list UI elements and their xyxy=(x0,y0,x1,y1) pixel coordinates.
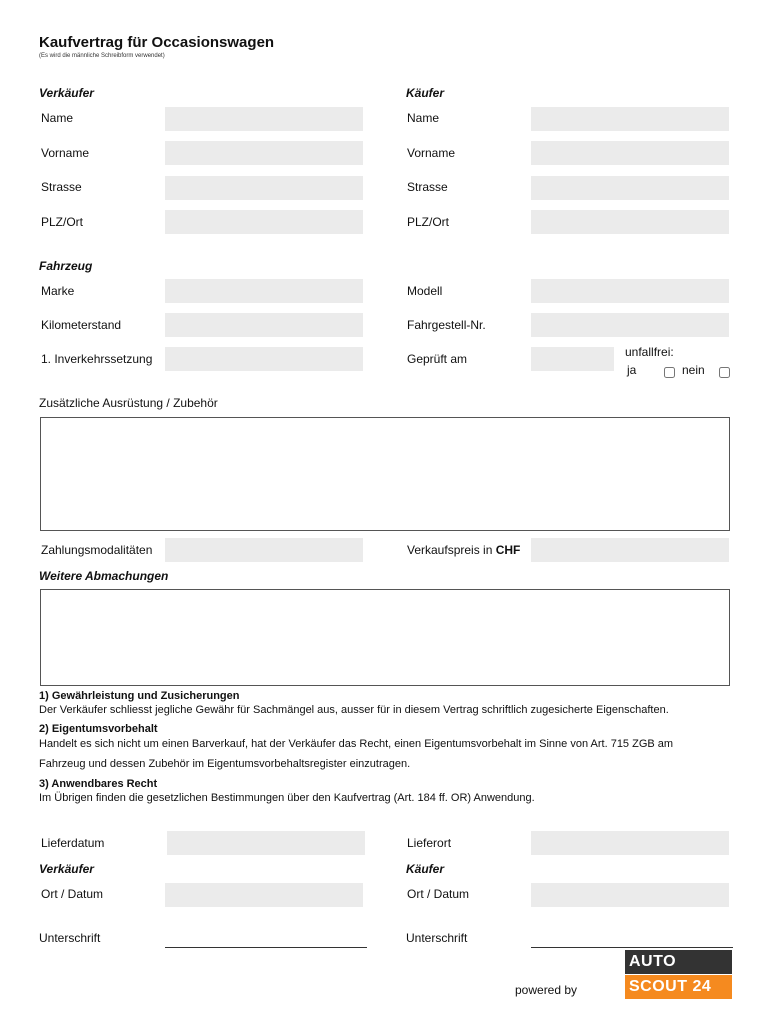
buyer-plz-label: PLZ/Ort xyxy=(407,215,450,229)
buyer-ortdatum-field[interactable] xyxy=(531,883,729,907)
term3-title: 3) Anwendbares Recht xyxy=(39,778,158,790)
geprueft-label: Geprüft am xyxy=(407,352,468,366)
term2-text-line1: Handelt es sich nicht um einen Barverkauf, hat der Verkäufer das Recht, einen Eigentumsvorbehalt im Sinne von Art. 715 ZGB am xyxy=(39,738,674,750)
marke-label: Marke xyxy=(41,284,75,298)
page-title: Kaufvertrag für Occasionswagen xyxy=(39,34,275,51)
seller-strasse-field[interactable] xyxy=(165,176,363,200)
unfallfrei-ja-checkbox[interactable] xyxy=(664,367,675,378)
seller-vorname-label: Vorname xyxy=(41,146,90,160)
buyer-ortdatum-label: Ort / Datum xyxy=(407,887,470,901)
seller-name-label: Name xyxy=(41,111,74,125)
buyer-plz-field[interactable] xyxy=(531,210,729,234)
buyer-name-label: Name xyxy=(407,111,440,125)
seller-sign-label: Unterschrift xyxy=(39,931,101,945)
further-heading: Weitere Abmachungen xyxy=(39,569,169,583)
buyer-strasse-label: Strasse xyxy=(407,180,448,194)
modell-field[interactable] xyxy=(531,279,729,303)
preis-label-text: Verkaufspreis in xyxy=(407,543,496,557)
preis-field[interactable] xyxy=(531,538,729,562)
buyer-heading: Käufer xyxy=(406,86,445,100)
modell-label: Modell xyxy=(407,284,443,298)
buyer-sign-label: Unterschrift xyxy=(406,931,468,945)
lieferort-label: Lieferort xyxy=(407,836,452,850)
extras-textarea[interactable] xyxy=(40,417,730,531)
buyer-strasse-field[interactable] xyxy=(531,176,729,200)
unfallfrei-label: unfallfrei: xyxy=(625,345,674,359)
ja-label: ja xyxy=(627,363,637,377)
lieferdatum-field[interactable] xyxy=(167,831,365,855)
sign-buyer-heading: Käufer xyxy=(406,862,445,876)
powered-by-text: powered by xyxy=(515,983,578,997)
seller-vorname-field[interactable] xyxy=(165,141,363,165)
page-subtitle: (Es wird die männliche Schreibform verwendet) xyxy=(39,53,165,59)
seller-plz-label: PLZ/Ort xyxy=(41,215,84,229)
buyer-vorname-field[interactable] xyxy=(531,141,729,165)
lieferdatum-label: Lieferdatum xyxy=(41,836,105,850)
buyer-signature-line[interactable] xyxy=(531,946,733,948)
marke-field[interactable] xyxy=(165,279,363,303)
seller-strasse-label: Strasse xyxy=(41,180,82,194)
term3-text: Im Übrigen finden die gesetzlichen Bestimmungen über den Kaufvertrag (Art. 184 ff. OR) Anwendung. xyxy=(39,792,535,804)
buyer-name-field[interactable] xyxy=(531,107,729,131)
seller-ortdatum-label: Ort / Datum xyxy=(41,887,104,901)
further-textarea[interactable] xyxy=(40,589,730,686)
zahlung-field[interactable] xyxy=(165,538,363,562)
autoscout24-logo-bottom: SCOUT 24 xyxy=(625,975,732,999)
extras-label: Zusätzliche Ausrüstung / Zubehör xyxy=(39,396,218,410)
kilometerstand-field[interactable] xyxy=(165,313,363,337)
seller-signature-line[interactable] xyxy=(165,946,367,948)
seller-heading: Verkäufer xyxy=(39,86,94,100)
inverkehrssetzung-field[interactable] xyxy=(165,347,363,371)
term1-title: 1) Gewährleistung und Zusicherungen xyxy=(39,690,240,702)
seller-plz-field[interactable] xyxy=(165,210,363,234)
sign-seller-heading: Verkäufer xyxy=(39,862,94,876)
geprueft-field[interactable] xyxy=(531,347,614,371)
unfallfrei-nein-checkbox[interactable] xyxy=(719,367,730,378)
fahrgestell-field[interactable] xyxy=(531,313,729,337)
autoscout24-logo-top: AUTO xyxy=(625,950,732,974)
vehicle-heading: Fahrzeug xyxy=(39,259,93,273)
zahlung-label: Zahlungsmodalitäten xyxy=(41,543,153,557)
currency-label: CHF xyxy=(495,543,521,557)
seller-ortdatum-field[interactable] xyxy=(165,883,363,907)
term2-text-line2: Fahrzeug und dessen Zubehör im Eigentumsvorbehaltsregister einzutragen. xyxy=(39,758,411,770)
term1-text: Der Verkäufer schliesst jegliche Gewähr für Sachmängel aus, ausser für in diesem Vertrag schriftlich zugesicherte Eigenschaften. xyxy=(39,704,669,716)
kilometerstand-label: Kilometerstand xyxy=(41,318,122,332)
fahrgestell-label: Fahrgestell-Nr. xyxy=(407,318,486,332)
term2-title: 2) Eigentumsvorbehalt xyxy=(39,723,158,735)
lieferort-field[interactable] xyxy=(531,831,729,855)
inverkehrssetzung-label: 1. Inverkehrssetzung xyxy=(41,352,153,366)
preis-label xyxy=(407,543,520,557)
nein-label: nein xyxy=(682,363,705,377)
buyer-vorname-label: Vorname xyxy=(407,146,456,160)
seller-name-field[interactable] xyxy=(165,107,363,131)
